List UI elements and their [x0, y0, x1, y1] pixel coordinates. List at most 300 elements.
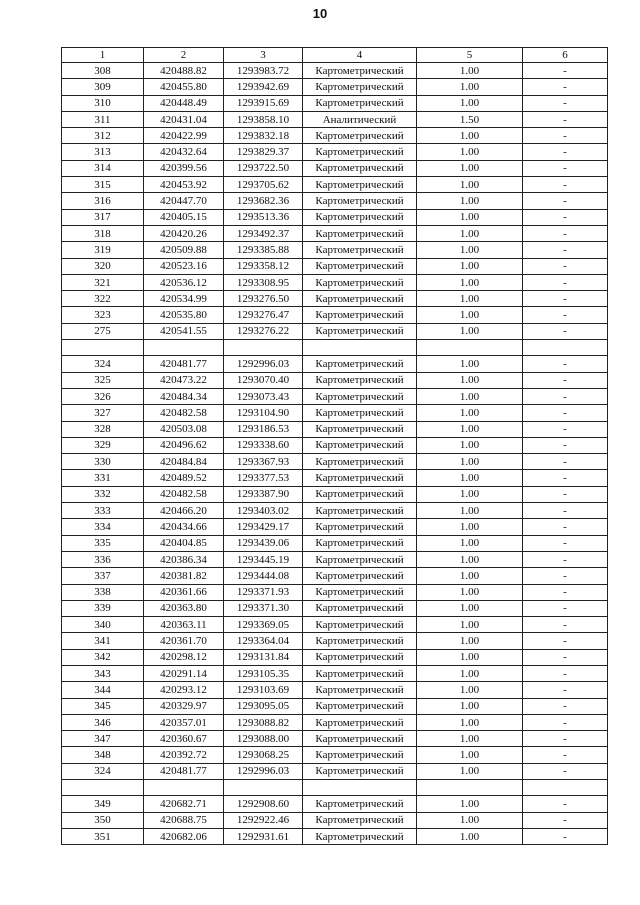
- x-coordinate-cell: 420293.12: [144, 682, 224, 698]
- accuracy-cell: 1.00: [417, 177, 523, 193]
- accuracy-cell: 1.00: [417, 698, 523, 714]
- y-coordinate-cell: 1293429.17: [224, 519, 303, 535]
- x-coordinate-cell: 420360.67: [144, 731, 224, 747]
- table-row: [62, 63, 608, 79]
- note-cell: -: [523, 535, 608, 551]
- method-cell: Картометрический: [303, 584, 417, 600]
- note-cell: -: [523, 470, 608, 486]
- table-row: [62, 714, 608, 730]
- method-cell: Картометрический: [303, 437, 417, 453]
- accuracy-cell: 1.00: [417, 95, 523, 111]
- y-coordinate-cell: 1293829.37: [224, 144, 303, 160]
- accuracy-cell: 1.00: [417, 763, 523, 779]
- note-cell: -: [523, 633, 608, 649]
- table-row: [62, 551, 608, 567]
- method-cell: Картометрический: [303, 356, 417, 372]
- x-coordinate-cell: 420682.06: [144, 828, 224, 844]
- x-coordinate-cell: 420405.15: [144, 209, 224, 225]
- note-cell: -: [523, 258, 608, 274]
- method-cell: Картометрический: [303, 486, 417, 502]
- point-number-cell: 326: [62, 388, 144, 404]
- point-number-cell: 344: [62, 682, 144, 698]
- table-row: [62, 405, 608, 421]
- y-coordinate-cell: [224, 340, 303, 356]
- y-coordinate-cell: 1293088.82: [224, 714, 303, 730]
- note-cell: -: [523, 828, 608, 844]
- x-coordinate-cell: 420392.72: [144, 747, 224, 763]
- point-number-cell: 328: [62, 421, 144, 437]
- table-row: [62, 79, 608, 95]
- y-coordinate-cell: 1293276.50: [224, 291, 303, 307]
- note-cell: -: [523, 388, 608, 404]
- note-cell: -: [523, 63, 608, 79]
- method-cell: [303, 340, 417, 356]
- note-cell: -: [523, 209, 608, 225]
- x-coordinate-cell: 420482.58: [144, 486, 224, 502]
- note-cell: -: [523, 486, 608, 502]
- note-cell: -: [523, 519, 608, 535]
- y-coordinate-cell: 1293705.62: [224, 177, 303, 193]
- x-coordinate-cell: 420482.58: [144, 405, 224, 421]
- y-coordinate-cell: 1293104.90: [224, 405, 303, 421]
- method-cell: Картометрический: [303, 796, 417, 812]
- point-number-cell: [62, 780, 144, 796]
- y-coordinate-cell: 1293439.06: [224, 535, 303, 551]
- accuracy-cell: 1.00: [417, 437, 523, 453]
- x-coordinate-cell: 420363.11: [144, 617, 224, 633]
- note-cell: -: [523, 731, 608, 747]
- method-cell: Картометрический: [303, 258, 417, 274]
- x-coordinate-cell: 420534.99: [144, 291, 224, 307]
- point-number-cell: 342: [62, 649, 144, 665]
- accuracy-cell: [417, 340, 523, 356]
- y-coordinate-cell: 1293371.93: [224, 584, 303, 600]
- x-coordinate-cell: 420484.84: [144, 454, 224, 470]
- x-coordinate-cell: 420473.22: [144, 372, 224, 388]
- y-coordinate-cell: 1292922.46: [224, 812, 303, 828]
- table-row: [62, 372, 608, 388]
- y-coordinate-cell: 1293371.30: [224, 600, 303, 616]
- point-number-cell: 329: [62, 437, 144, 453]
- note-cell: -: [523, 421, 608, 437]
- column-header: 3: [224, 48, 303, 63]
- method-cell: Картометрический: [303, 177, 417, 193]
- method-cell: Картометрический: [303, 79, 417, 95]
- point-number-cell: 321: [62, 274, 144, 290]
- table-row: [62, 437, 608, 453]
- accuracy-cell: 1.00: [417, 503, 523, 519]
- x-coordinate-cell: 420381.82: [144, 568, 224, 584]
- y-coordinate-cell: 1293832.18: [224, 128, 303, 144]
- point-number-cell: 343: [62, 665, 144, 681]
- accuracy-cell: 1.00: [417, 714, 523, 730]
- accuracy-cell: 1.00: [417, 633, 523, 649]
- point-number-cell: 315: [62, 177, 144, 193]
- point-number-cell: 349: [62, 796, 144, 812]
- table-row: [62, 828, 608, 844]
- accuracy-cell: 1.00: [417, 682, 523, 698]
- note-cell: -: [523, 812, 608, 828]
- method-cell: Картометрический: [303, 682, 417, 698]
- x-coordinate-cell: 420422.99: [144, 128, 224, 144]
- y-coordinate-cell: 1293942.69: [224, 79, 303, 95]
- accuracy-cell: [417, 780, 523, 796]
- y-coordinate-cell: 1293983.72: [224, 63, 303, 79]
- point-number-cell: 314: [62, 160, 144, 176]
- point-number-cell: 309: [62, 79, 144, 95]
- x-coordinate-cell: 420431.04: [144, 111, 224, 127]
- method-cell: Картометрический: [303, 454, 417, 470]
- note-cell: -: [523, 568, 608, 584]
- point-number-cell: 323: [62, 307, 144, 323]
- point-number-cell: 345: [62, 698, 144, 714]
- note-cell: -: [523, 503, 608, 519]
- accuracy-cell: 1.00: [417, 63, 523, 79]
- table-blank-row: [62, 780, 608, 796]
- note-cell: -: [523, 79, 608, 95]
- method-cell: Картометрический: [303, 274, 417, 290]
- note-cell: -: [523, 95, 608, 111]
- point-number-cell: 313: [62, 144, 144, 160]
- method-cell: Картометрический: [303, 291, 417, 307]
- accuracy-cell: 1.00: [417, 486, 523, 502]
- accuracy-cell: 1.00: [417, 388, 523, 404]
- table-row: [62, 698, 608, 714]
- note-cell: -: [523, 111, 608, 127]
- method-cell: [303, 780, 417, 796]
- table-row: [62, 584, 608, 600]
- x-coordinate-cell: 420399.56: [144, 160, 224, 176]
- note-cell: -: [523, 291, 608, 307]
- note-cell: -: [523, 128, 608, 144]
- y-coordinate-cell: 1293338.60: [224, 437, 303, 453]
- y-coordinate-cell: 1293308.95: [224, 274, 303, 290]
- note-cell: -: [523, 665, 608, 681]
- y-coordinate-cell: 1293722.50: [224, 160, 303, 176]
- accuracy-cell: 1.00: [417, 747, 523, 763]
- method-cell: Картометрический: [303, 63, 417, 79]
- table-row: [62, 519, 608, 535]
- note-cell: -: [523, 747, 608, 763]
- method-cell: Картометрический: [303, 225, 417, 241]
- accuracy-cell: 1.00: [417, 258, 523, 274]
- y-coordinate-cell: 1292931.61: [224, 828, 303, 844]
- table-header-row: [62, 48, 608, 63]
- accuracy-cell: 1.00: [417, 600, 523, 616]
- point-number-cell: 319: [62, 242, 144, 258]
- table-row: [62, 144, 608, 160]
- note-cell: -: [523, 551, 608, 567]
- table-row: [62, 731, 608, 747]
- point-number-cell: 330: [62, 454, 144, 470]
- table-row: [62, 388, 608, 404]
- note-cell: -: [523, 698, 608, 714]
- note-cell: -: [523, 763, 608, 779]
- y-coordinate-cell: 1293513.36: [224, 209, 303, 225]
- method-cell: Картометрический: [303, 535, 417, 551]
- y-coordinate-cell: 1293073.43: [224, 388, 303, 404]
- note-cell: -: [523, 160, 608, 176]
- accuracy-cell: 1.00: [417, 242, 523, 258]
- accuracy-cell: 1.00: [417, 568, 523, 584]
- point-number-cell: 310: [62, 95, 144, 111]
- method-cell: Картометрический: [303, 503, 417, 519]
- point-number-cell: 346: [62, 714, 144, 730]
- note-cell: -: [523, 177, 608, 193]
- x-coordinate-cell: 420448.49: [144, 95, 224, 111]
- point-number-cell: 335: [62, 535, 144, 551]
- accuracy-cell: 1.00: [417, 356, 523, 372]
- point-number-cell: 317: [62, 209, 144, 225]
- point-number-cell: 311: [62, 111, 144, 127]
- note-cell: -: [523, 144, 608, 160]
- point-number-cell: 338: [62, 584, 144, 600]
- method-cell: Аналитический: [303, 111, 417, 127]
- note-cell: [523, 780, 608, 796]
- y-coordinate-cell: 1293682.36: [224, 193, 303, 209]
- x-coordinate-cell: 420484.34: [144, 388, 224, 404]
- method-cell: Картометрический: [303, 568, 417, 584]
- table-row: [62, 486, 608, 502]
- point-number-cell: 327: [62, 405, 144, 421]
- point-number-cell: 340: [62, 617, 144, 633]
- table-row: [62, 812, 608, 828]
- table-row: [62, 568, 608, 584]
- accuracy-cell: 1.00: [417, 405, 523, 421]
- note-cell: -: [523, 437, 608, 453]
- method-cell: Картометрический: [303, 470, 417, 486]
- method-cell: Картометрический: [303, 551, 417, 567]
- method-cell: Картометрический: [303, 242, 417, 258]
- x-coordinate-cell: 420535.80: [144, 307, 224, 323]
- table-row: [62, 747, 608, 763]
- note-cell: [523, 340, 608, 356]
- accuracy-cell: 1.00: [417, 79, 523, 95]
- y-coordinate-cell: 1293131.84: [224, 649, 303, 665]
- column-header: 6: [523, 48, 608, 63]
- method-cell: Картометрический: [303, 519, 417, 535]
- table-row: [62, 128, 608, 144]
- table-row: [62, 649, 608, 665]
- note-cell: -: [523, 242, 608, 258]
- point-number-cell: 332: [62, 486, 144, 502]
- point-number-cell: 324: [62, 763, 144, 779]
- table-row: [62, 617, 608, 633]
- method-cell: Картометрический: [303, 372, 417, 388]
- table-row: [62, 600, 608, 616]
- note-cell: -: [523, 193, 608, 209]
- table-row: [62, 177, 608, 193]
- x-coordinate-cell: 420361.70: [144, 633, 224, 649]
- table-row: [62, 454, 608, 470]
- method-cell: Картометрический: [303, 600, 417, 616]
- accuracy-cell: 1.00: [417, 535, 523, 551]
- y-coordinate-cell: 1292908.60: [224, 796, 303, 812]
- note-cell: -: [523, 405, 608, 421]
- x-coordinate-cell: 420682.71: [144, 796, 224, 812]
- column-header: 2: [144, 48, 224, 63]
- method-cell: Картометрический: [303, 95, 417, 111]
- accuracy-cell: 1.00: [417, 144, 523, 160]
- x-coordinate-cell: 420329.97: [144, 698, 224, 714]
- note-cell: -: [523, 600, 608, 616]
- table-row: [62, 796, 608, 812]
- method-cell: Картометрический: [303, 665, 417, 681]
- note-cell: -: [523, 682, 608, 698]
- x-coordinate-cell: 420453.92: [144, 177, 224, 193]
- table-row: [62, 291, 608, 307]
- x-coordinate-cell: 420357.01: [144, 714, 224, 730]
- table-row: [62, 307, 608, 323]
- point-number-cell: 312: [62, 128, 144, 144]
- accuracy-cell: 1.00: [417, 128, 523, 144]
- x-coordinate-cell: 420291.14: [144, 665, 224, 681]
- point-number-cell: 341: [62, 633, 144, 649]
- note-cell: -: [523, 274, 608, 290]
- point-number-cell: 325: [62, 372, 144, 388]
- method-cell: Картометрический: [303, 617, 417, 633]
- table-row: [62, 682, 608, 698]
- point-number-cell: 318: [62, 225, 144, 241]
- point-number-cell: 308: [62, 63, 144, 79]
- y-coordinate-cell: 1293445.19: [224, 551, 303, 567]
- note-cell: -: [523, 796, 608, 812]
- point-number-cell: 336: [62, 551, 144, 567]
- x-coordinate-cell: 420404.85: [144, 535, 224, 551]
- x-coordinate-cell: 420503.08: [144, 421, 224, 437]
- y-coordinate-cell: 1293387.90: [224, 486, 303, 502]
- y-coordinate-cell: 1293364.04: [224, 633, 303, 649]
- accuracy-cell: 1.00: [417, 665, 523, 681]
- page-number: 10: [312, 6, 328, 21]
- y-coordinate-cell: 1292996.03: [224, 763, 303, 779]
- table-row: [62, 193, 608, 209]
- x-coordinate-cell: 420481.77: [144, 356, 224, 372]
- accuracy-cell: 1.00: [417, 617, 523, 633]
- y-coordinate-cell: 1293367.93: [224, 454, 303, 470]
- accuracy-cell: 1.00: [417, 160, 523, 176]
- y-coordinate-cell: 1293103.69: [224, 682, 303, 698]
- method-cell: Картометрический: [303, 747, 417, 763]
- x-coordinate-cell: 420361.66: [144, 584, 224, 600]
- column-header: 5: [417, 48, 523, 63]
- table-row: [62, 356, 608, 372]
- y-coordinate-cell: 1293068.25: [224, 747, 303, 763]
- y-coordinate-cell: 1293403.02: [224, 503, 303, 519]
- x-coordinate-cell: 420432.64: [144, 144, 224, 160]
- table-row: [62, 258, 608, 274]
- point-number-cell: [62, 340, 144, 356]
- note-cell: -: [523, 454, 608, 470]
- note-cell: -: [523, 372, 608, 388]
- y-coordinate-cell: 1293915.69: [224, 95, 303, 111]
- method-cell: Картометрический: [303, 323, 417, 339]
- accuracy-cell: 1.00: [417, 584, 523, 600]
- point-number-cell: 322: [62, 291, 144, 307]
- x-coordinate-cell: [144, 780, 224, 796]
- note-cell: -: [523, 584, 608, 600]
- x-coordinate-cell: 420363.80: [144, 600, 224, 616]
- method-cell: Картометрический: [303, 731, 417, 747]
- note-cell: -: [523, 617, 608, 633]
- y-coordinate-cell: 1293186.53: [224, 421, 303, 437]
- method-cell: Картометрический: [303, 698, 417, 714]
- point-number-cell: 339: [62, 600, 144, 616]
- accuracy-cell: 1.00: [417, 454, 523, 470]
- method-cell: Картометрический: [303, 828, 417, 844]
- point-number-cell: 347: [62, 731, 144, 747]
- x-coordinate-cell: 420386.34: [144, 551, 224, 567]
- note-cell: -: [523, 307, 608, 323]
- accuracy-cell: 1.00: [417, 193, 523, 209]
- table-row: [62, 209, 608, 225]
- y-coordinate-cell: 1293385.88: [224, 242, 303, 258]
- point-number-cell: 350: [62, 812, 144, 828]
- accuracy-cell: 1.00: [417, 209, 523, 225]
- point-number-cell: 324: [62, 356, 144, 372]
- table-row: [62, 535, 608, 551]
- point-number-cell: 316: [62, 193, 144, 209]
- y-coordinate-cell: 1293276.47: [224, 307, 303, 323]
- table-row: [62, 421, 608, 437]
- table-row: [62, 95, 608, 111]
- y-coordinate-cell: 1293070.40: [224, 372, 303, 388]
- x-coordinate-cell: 420466.20: [144, 503, 224, 519]
- point-number-cell: 348: [62, 747, 144, 763]
- column-header: 4: [303, 48, 417, 63]
- y-coordinate-cell: [224, 780, 303, 796]
- x-coordinate-cell: 420420.26: [144, 225, 224, 241]
- method-cell: Картометрический: [303, 812, 417, 828]
- method-cell: Картометрический: [303, 388, 417, 404]
- note-cell: -: [523, 649, 608, 665]
- point-number-cell: 331: [62, 470, 144, 486]
- method-cell: Картометрический: [303, 128, 417, 144]
- table-row: [62, 274, 608, 290]
- method-cell: Картометрический: [303, 649, 417, 665]
- point-number-cell: 334: [62, 519, 144, 535]
- table-row: [62, 763, 608, 779]
- accuracy-cell: 1.00: [417, 796, 523, 812]
- column-header: 1: [62, 48, 144, 63]
- method-cell: Картометрический: [303, 763, 417, 779]
- table-row: [62, 323, 608, 339]
- x-coordinate-cell: 420489.52: [144, 470, 224, 486]
- y-coordinate-cell: 1293444.08: [224, 568, 303, 584]
- note-cell: -: [523, 356, 608, 372]
- x-coordinate-cell: 420488.82: [144, 63, 224, 79]
- y-coordinate-cell: 1293492.37: [224, 225, 303, 241]
- method-cell: Картометрический: [303, 307, 417, 323]
- x-coordinate-cell: 420496.62: [144, 437, 224, 453]
- table-row: [62, 633, 608, 649]
- accuracy-cell: 1.00: [417, 828, 523, 844]
- accuracy-cell: 1.00: [417, 649, 523, 665]
- y-coordinate-cell: 1293358.12: [224, 258, 303, 274]
- method-cell: Картометрический: [303, 193, 417, 209]
- point-number-cell: 275: [62, 323, 144, 339]
- accuracy-cell: 1.00: [417, 225, 523, 241]
- x-coordinate-cell: 420455.80: [144, 79, 224, 95]
- note-cell: -: [523, 225, 608, 241]
- accuracy-cell: 1.00: [417, 274, 523, 290]
- x-coordinate-cell: 420481.77: [144, 763, 224, 779]
- table-body: [62, 63, 608, 845]
- table-row: [62, 503, 608, 519]
- table-row: [62, 160, 608, 176]
- x-coordinate-cell: 420536.12: [144, 274, 224, 290]
- method-cell: Картометрический: [303, 405, 417, 421]
